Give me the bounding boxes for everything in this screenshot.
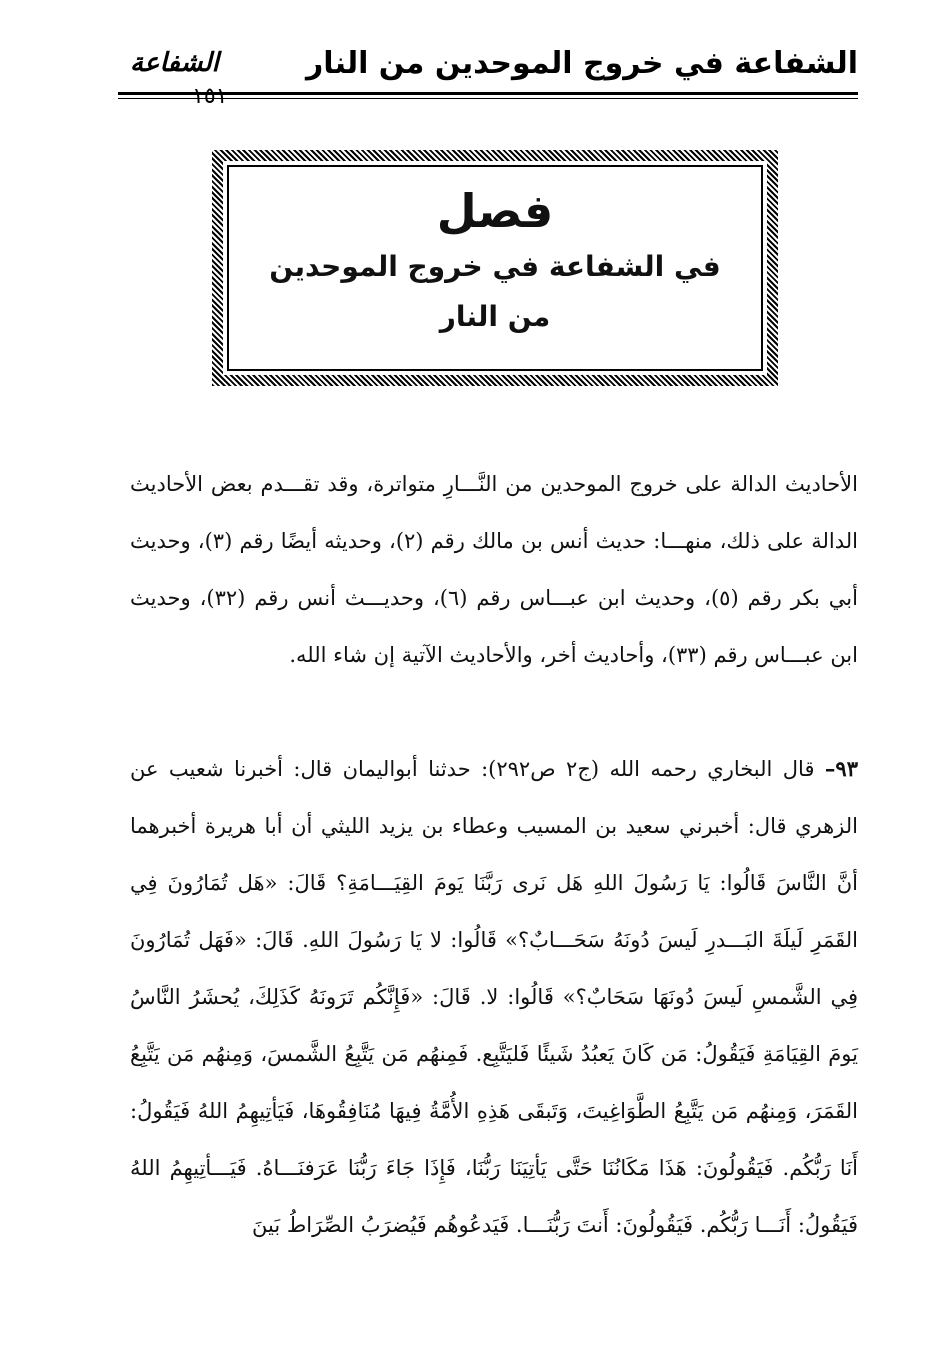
chapter-title-line2: من النار [439, 300, 551, 333]
intro-paragraph [130, 456, 858, 684]
header-rule [118, 92, 858, 95]
header-rule-thin [118, 98, 858, 99]
running-header [118, 40, 858, 109]
chapter-title-line1: في الشفاعة في خروج الموحدين [269, 250, 721, 283]
intro-text: الأحاديث الدالة على خروج الموحدين من النَّـــارِ متواترة، وقد تقـــدم بعض الأحاديث الدالة على ذلك، منهـــا: حديث أنس بن مالك رقم (٢)، وحديثه أيضًا رقم (٣)، وحديث أبي بكر رقم (٥)، وحديث ابن عبـــاس رقم (٦)، وحديـــث أنس رقم (٣٢)، وحديث ابن عبـــاس رقم (٣٣)، وأحاديث أخر، والأحاديث الآتية إن شاء الله. [130, 472, 858, 667]
hadith-paragraph [130, 740, 858, 1254]
chapter-heading-box [227, 165, 763, 371]
hadith-body [130, 740, 858, 1254]
page-number: ١٥١ [192, 84, 228, 109]
hadith-text: قال البخاري رحمه الله (ج٢ ص٢٩٢): حدثنا أبواليمان قال: أخبرنا شعيب عن الزهري قال: أخبرني سعيد بن المسيب وعطاء بن يزيد الليثي أن أبا هريرة أخبرهما أنَّ النَّاسَ قَالُوا: يَا رَسُولَ اللهِ هَل نَرى رَبَّنَا يَومَ القِيَـــامَةِ؟ قَالَ: «هَل تُمَارُونَ فِي القَمَرِ لَيلَةَ البَـــدرِ لَيسَ دُونَهُ سَحَـــابٌ؟» قَالُوا: لا يَا رَسُولَ اللهِ. قَالَ: «فَهَل تُمَارُونَ فِي الشَّمسِ لَيسَ دُونَهَا سَحَابٌ؟» قَالُوا: لا. قَالَ: «فَإِنَّكُم تَرَونَهُ كَذَلِكَ، يُحشَرُ النَّاسُ يَومَ القِيَامَةِ فَيَقُولُ: مَن كَانَ يَعبُدُ شَيئًا فَليَتَّبِع. فَمِنهُم مَن يَتَّبِعُ الشَّمسَ، وَمِنهُم مَن يَتَّبِعُ القَمَرَ، وَمِنهُم مَن يَتَّبِعُ الطَّوَاغِيتَ، وَتَبقَى هَذِهِ الأُمَّةُ فِيهَا مُنَافِقُوهَا، فَيَأتِيهِمُ اللهُ فَيَقُولُ: أَنَا رَبُّكُم. فَيَقُولُونَ: هَذَا مَكَانُنَا حَتَّى يَأتِيَنَا رَبُّنَا، فَإِذَا جَاءَ رَبُّنَا عَرَفنَـــاهُ. فَيَـــأتِيهِمُ اللهُ فَيَقُولُ: أَنَـــا رَبُّكُم. فَيَقُولُونَ: أَنتَ رَبُّنَـــا. فَيَدعُوهُم فَيُضرَبُ الصِّرَاطُ بَينَ [130, 757, 858, 1237]
running-title: الشفاعة في خروج الموحدين من النار [306, 46, 858, 81]
hadith-number: ٩٣– [824, 756, 858, 781]
shafaa-logo: الشفاعة [130, 48, 219, 78]
chapter-label: فصل [436, 184, 554, 238]
ornamental-frame [212, 150, 778, 386]
